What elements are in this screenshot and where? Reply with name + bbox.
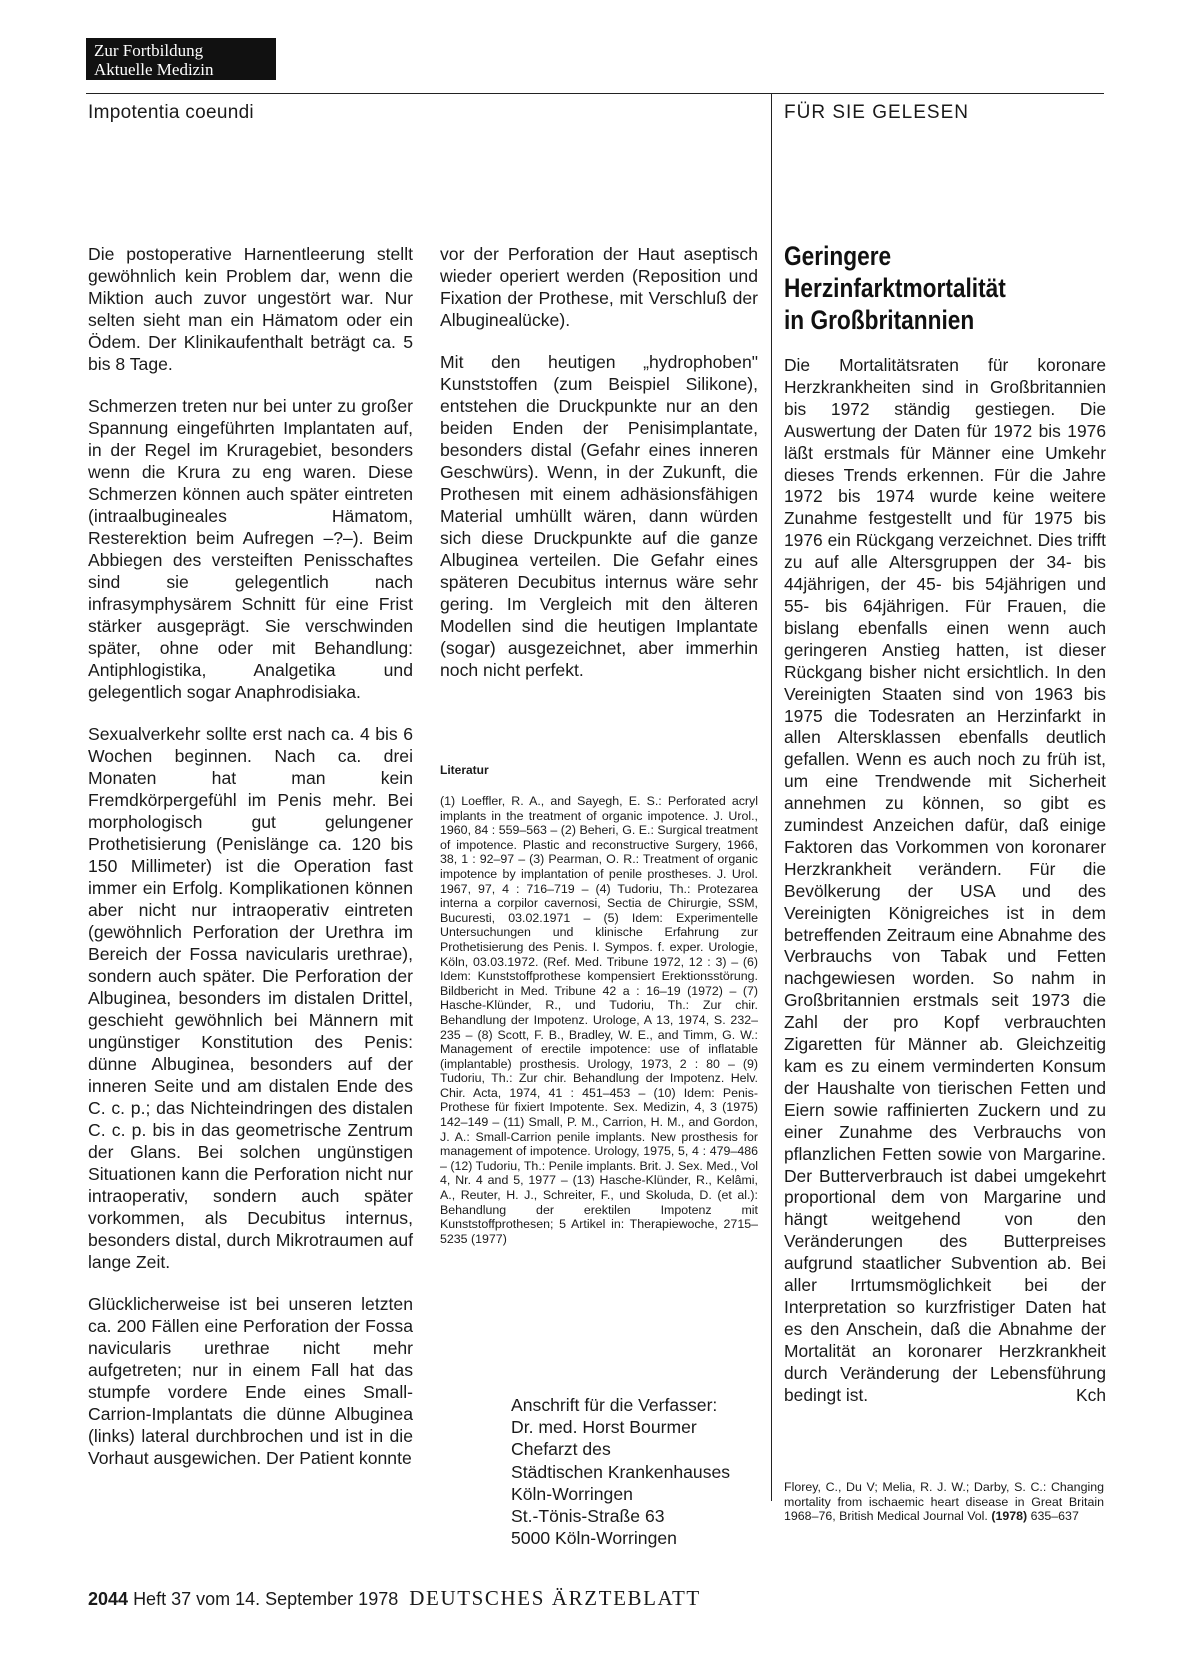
section-badge [86, 38, 276, 80]
address-line: Köln-Worringen [511, 1483, 633, 1504]
badge-line-2: Aktuelle Medizin [94, 60, 214, 79]
paragraph: Sexualverkehr sollte erst nach ca. 4 bis 6 Wochen beginnen. Nach ca. drei Monaten hat man kein Fremdkörpergefühl im Penis mehr. Bei morphologisch gut gelungener Prothetisierung (Penislänge ca. 120 bis 150 Millimeter) ist die Operation fast immer ein Erfolg. Komplikationen können aber nicht nur intraoperativ eintreten (gewöhnlich Perforation der Urethra im Bereich der Fossa navicularis urethrae), sondern auch später. Die Perforation der Albuginea, besonders im distalen Drittel, geschieht gewöhnlich bei Männern mit ungünstiger Konstitution des Penis: dünne Albuginea, besonders auf der inneren Seite und am distalen Ende des C. c. p.; das Nichteindringen des distalen C. c. p. bis in das geometrische Zentrum der Glans. Bei solchen ungünstigen Situationen kann die Perforation nicht nur intraoperativ, sondern auch später vorkommen, als Decubitus internus, besonders distal, durch Mikrotraumen auf lange Zeit. [88, 724, 413, 1272]
section-label: FÜR SIE GELESEN [784, 102, 969, 123]
literature-heading: Literatur [440, 763, 489, 777]
paragraph: vor der Perforation der Haut aseptisch wieder operiert werden (Reposition und Fixation der Prothese, mit Verschluß der Albuginealücke). [440, 244, 758, 330]
sidebar-article [784, 355, 1106, 1407]
reference-pages: 635–637 [1027, 1509, 1079, 1524]
page-footer [88, 1586, 701, 1611]
paragraph: Mit den heutigen „hydrophoben" Kunststoffen (zum Beispiel Silikone), entstehen die Druckpunkte nur an den beiden Enden der Penisimplantate, besonders distal (Gefahr eines inneren Geschwürs). Wenn, in der Zukunft, die Prothesen mit einem adhäsionsfähigen Material umhüllt wären, dann würden sich diese Druckpunkte auf die ganze Albuginea verteilen. Die Gefahr eines späteren Decubitus internus wäre sehr gering. Im Vergleich mit den älteren Modellen sind die heutigen Implantate (sogar) ausgezeichnet, aber immerhin noch nicht perfekt. [440, 352, 758, 680]
address-line: 5000 Köln-Worringen [511, 1528, 677, 1549]
paragraph: Die postoperative Harnentleerung stellt gewöhnlich kein Problem dar, wenn die Miktion auch zuvor ungestört war. Nur selten sieht man ein Hämatom oder ein Ödem. Der Klinikaufenthalt beträgt ca. 5 bis 8 Tage. [88, 244, 413, 374]
reference-year: (1978) [991, 1509, 1028, 1524]
badge-line-1: Zur Fortbildung [94, 41, 204, 60]
article-column-1 [88, 243, 413, 1489]
paragraph: Schmerzen treten nur bei unter zu großer Spannung eingeführten Implantaten auf, in der Regel im Kruragebiet, besonders wenn die Krura zu eng waren. Diese Schmerzen können auch später eintreten (intraalbugineales Hämatom, Resterektion beim Aufregen –?–). Beim Abbiegen des versteiften Penisschaftes sind sie gelegentlich nach infrasymphysärem Schnitt für eine Frist stärker ausgeprägt. Sie verschwinden später, ohne oder mit Behandlung: Antiphlogistika, Analgetika und gelegentlich sogar Anaphrodisiaka. [88, 396, 413, 702]
address-line: Anschrift für die Verfasser: [511, 1395, 718, 1415]
address-line: Städtischen Krankenhauses [511, 1461, 731, 1482]
issue-info: Heft 37 vom 14. September 1978 [133, 1589, 399, 1609]
magazine-name: DEUTSCHES ÄRZTEBLATT [409, 1586, 701, 1610]
author-signature: Kch [1076, 1384, 1106, 1405]
sidebar-headline [784, 240, 1053, 336]
column-divider [771, 93, 772, 1501]
headline-line: Herzinfarktmortalität [784, 273, 1006, 303]
running-title: Impotentia coeundi [88, 102, 254, 123]
headline-line: Geringere [784, 241, 892, 271]
address-line: Chefarzt des [511, 1439, 611, 1460]
page-number: 2044 [88, 1589, 129, 1609]
header-rule [86, 93, 1104, 94]
article-column-2 [440, 243, 758, 701]
paragraph: Glücklicherweise ist bei unseren letzten ca. 200 Fällen eine Perforation der Fossa navicularis urethrae nicht mehr aufgetreten; nur in einem Fall hat das stumpfe vordere Ende eines Small-Carrion-Implantats die dünne Albuginea (links) lateral durchbrochen und ist in die Vorhaut ausgewichen. Der Patient konnte [88, 1294, 413, 1468]
address-line: St.-Tönis-Straße 63 [511, 1506, 665, 1527]
author-address [511, 1394, 771, 1549]
sidebar-body: Die Mortalitätsraten für koronare Herzkrankheiten sind in Großbritannien bis 1972 ständig gestiegen. Die Auswertung der Daten für 1972 bis 1976 läßt erstmals für Männer eine Umkehr dieses Trends erkennen. Für die Jahre 1972 bis 1974 wurde keine weitere Zunahme festgestellt und für 1975 bis 1976 ein Rückgang verzeichnet. Dies trifft zu auf alle Altersgruppen der 34- bis 44jährigen, der 45- bis 54jährigen und 55- bis 64jährigen. Für Frauen, die bislang ebenfalls einen wenn auch geringeren Anstieg hatten, ist dieser Rückgang bisher nicht ersichtlich. In den Vereinigten Staaten sind von 1963 bis 1975 die Todesraten an Herzinfarkt in allen Altersklassen ebenfalls deutlich gefallen. Wenn es auch noch zu früh ist, um eine Trendwende mit Sicherheit annehmen zu können, so gibt es zumindest Anzeichen dafür, daß einige Faktoren das Vorkommen von koronarer Herzkrankheit verändern. Für die Bevölkerung der USA und des Vereinigten Königreiches ist in dem betreffenden Zeitraum eine Abnahme des Verbrauchs von Tabak und Fetten nachgewiesen worden. So nahm in Großbritannien erstmals seit 1973 die Zahl der pro Kopf verbrauchten Zigaretten für Männer ab. Gleichzeitig kam es zu einem verminderten Konsum der Haushalte von tierischen Fetten und Eiern sowie raffinierten Zuckern und zu einer Zunahme des Verbrauchs von pflanzlichen Fetten sowie von Margarine. Der Butterverbrauch ist dabei umgekehrt proportional dem von Margarine und hängt weitgehend von den Veränderungen des Butterpreises aufgrund staatlicher Subvention ab. Bei aller Irrtumsmöglichkeit bei der Interpretation so kurzfristiger Daten hat es den Anschein, daß die Abnahme der Mortalität an koronarer Herzkrankheit durch Veränderung der Lebensführung bedingt ist. [784, 355, 1106, 1405]
literature-list: (1) Loeffler, R. A., and Sayegh, E. S.: Perforated acryl implants in the treatment of organic impotence. J. Urol., 1960, 84 : 559–563 – (2) Beheri, G. E.: Surgical treatment of impotence. Plastic and reconstructive Surgery, 1966, 38, 1 : 92–97 – (3) Pearman, O. R.: Treatment of organic impotence by implantation of penile prostheses. J. Urol. 1967, 97, 4 : 716–719 – (4) Tudoriu, Th.: Protezarea interna a corpilor cavernosi, Sectia de Chirurgie, SSM, Bucuresti, 03.02.1971 – (5) Idem: Experimentelle Untersuchungen und klinische Erfahrung zur Prothetisierung des Penis. I. Sympos. f. exper. Urologie, Köln, 03.03.1972. (Ref. Med. Tribune 1972, 12 : 3) – (6) Idem: Kunststoffprothese kompensiert Erektionsstörung. Bildbericht in Med. Tribune 42 a : 16–19 (1972) – (7) Hasche-Klünder, R., und Tudoriu, Th.: Zur chir. Behandlung der Impotenz. Urologe, A 13, 1974, S. 232–235 – (8) Scott, F. B., Bradley, W. E., and Timm, G. W.: Management of erectile impotence: use of inflatable (implantable) prosthesis. Urology, 1973, 2 : 80 – (9) Tudoriu, Th.: Zur chir. Behandlung der Impotenz. Helv. Chir. Acta, 1974, 41 : 451–453 – (10) Idem: Penis-Prothese für fixiert Impotente. Sex. Medizin, 4, 3 (1975) 142–149 – (11) Small, P. M., Carrion, H. M., and Gordon, J. A.: Small-Carrion penile implants. New prosthesis for management of impotence. Urology, 1975, 5, 4 : 479–486 – (12) Tudoriu, Th.: Penile implants. Brit. J. Sex. Med., Vol 4, Nr. 4 and 5, 1977 – (13) Hasche-Klünder, R., Kelâmi, A., Reuter, H. J., Schreiter, F., und Skoluda, D. (et al.): Behandlung der erektilen Impotenz mit Kunststoffprothesen; 5 Artikel in: Therapiewoche, 2715–5235 (1977) [440, 794, 758, 1246]
reference-text: Florey, C., Du V; Melia, R. J. W.; Darby, S. C.: Changing mortality from ischaemic heart disease in Great Britain 1968–76, British Medical Journal Vol. [784, 1480, 1104, 1524]
address-line: Dr. med. Horst Bourmer [511, 1417, 697, 1438]
headline-line: in Großbritannien [784, 305, 975, 335]
sidebar-reference [784, 1480, 1104, 1524]
